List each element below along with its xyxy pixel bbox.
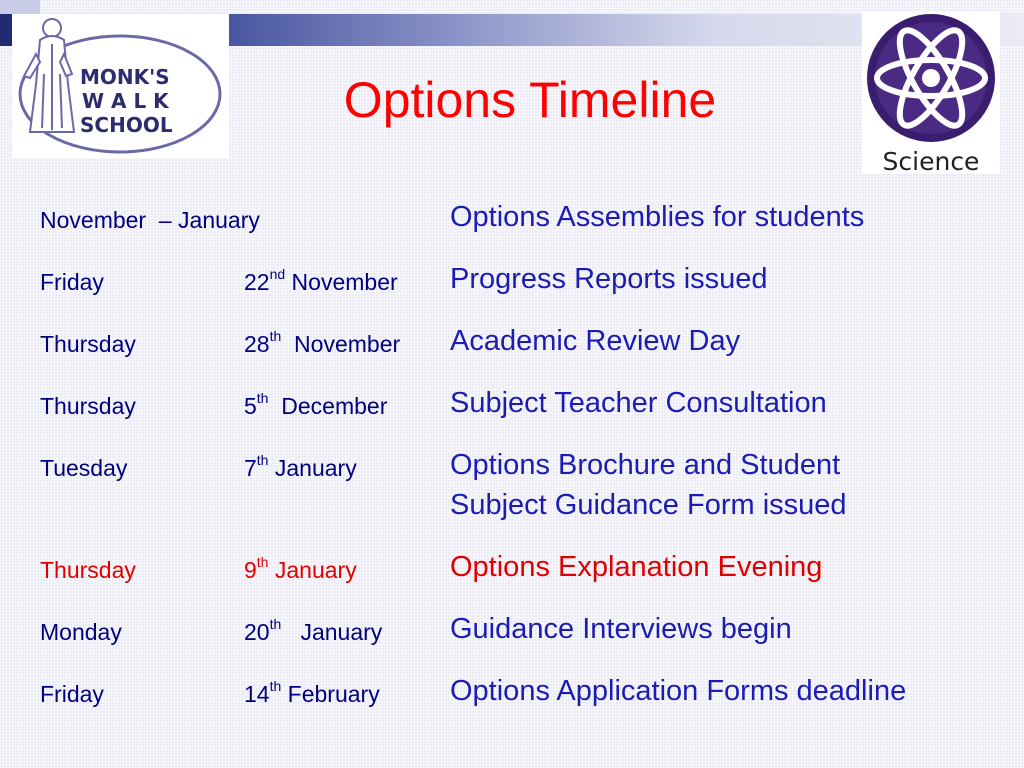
timeline-day: Thursday [40,557,136,583]
timeline-row [0,327,1024,371]
timeline-row [0,265,1024,309]
timeline-date: 14th February [244,678,380,707]
timeline-event: Subject Teacher Consultation [450,387,827,419]
svg-text:Science: Science [882,147,980,174]
timeline-event: Guidance Interviews begin [450,613,792,645]
science-logo [862,12,1000,174]
timeline-row [0,389,1024,433]
timeline-row [0,677,1024,721]
timeline-event: Options Brochure and Student Subject Guidance Form issued [450,449,847,521]
timeline-date: 28th November [244,328,401,357]
timeline-row [0,449,1024,521]
timeline-date: 20th January [244,616,383,645]
timeline-day: Thursday [40,393,136,419]
timeline-row [0,203,1024,247]
timeline-day: Thursday [40,331,136,357]
timeline-date: 7th January [244,452,357,481]
timeline-date: 9th January [244,554,357,583]
timeline-day: Friday [40,269,104,295]
timeline-event: Options Assemblies for students [450,201,865,233]
timeline-event: Progress Reports issued [450,263,768,295]
timeline-event: Options Application Forms deadline [450,675,907,707]
timeline-row [0,553,1024,597]
timeline-day: Tuesday [40,455,128,481]
page-title: Options Timeline [343,72,717,128]
timeline-row [0,615,1024,659]
timeline-event: Academic Review Day [450,325,741,357]
monks-walk-school-logo [12,14,229,158]
timeline-day: Monday [40,619,122,645]
timeline-event: Options Explanation Evening [450,551,823,583]
timeline-date: 22nd November [244,266,398,295]
svg-text:SCHOOL: SCHOOL [80,113,173,137]
svg-text:MONK'S: MONK'S [80,65,170,89]
timeline-day: November – January [40,207,260,233]
timeline-date: 5th December [244,390,388,419]
timeline-day: Friday [40,681,104,707]
header-strip [0,0,40,14]
svg-text:W A L K: W A L K [82,89,169,113]
